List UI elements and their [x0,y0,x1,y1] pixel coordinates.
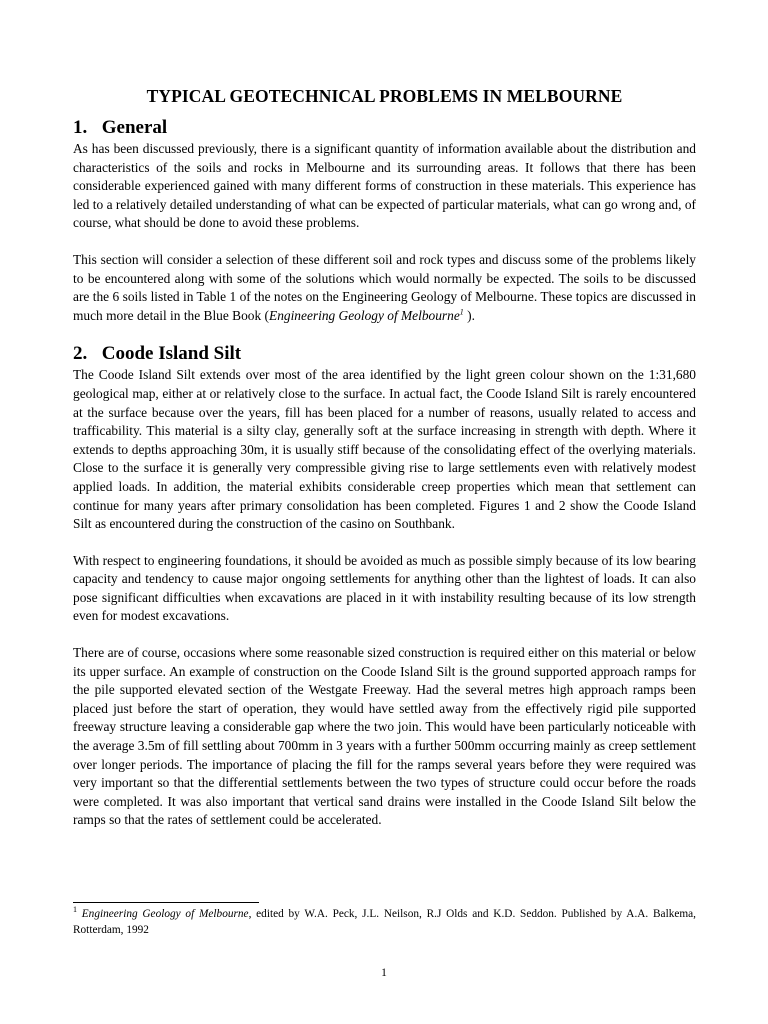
document-title: TYPICAL GEOTECHNICAL PROBLEMS IN MELBOURNE [146,86,623,106]
page-body [73,86,696,848]
paragraph: There are of course, occasions where some reasonable sized construction is required either on this material or below its upper surface. An example of construction on the Coode Island Silt is the ground supported approach ramps for the pile supported elevated section of the Westgate Freeway. Had the several metres high approach ramps been placed just before the start of operation, they would have settled away from the effectively rigid pile supported freeway structure leaving a considerable gap where the two join. This would have been particularly noticeable with the average 3.5m of fill settling about 700mm in 3 years with a further 500mm occurring mainly as creep settlement over longer periods. The importance of placing the fill for the ramps several years before they were required was very important so that the differential settlements between the two types of structure could occur before the roads were completed. It was also important that vertical sand drains were installed in the Coode Island Silt below the ramps so that the rates of settlement could be accelerated. [73,645,696,828]
footnote-text: , edited by W.A. Peck, J.L. Neilson, R.J Olds and K.D. Seddon. Published by A.A. Balkema, Rotterdam, 1992 [73,908,697,936]
ref-open: ( [264,307,270,323]
section-title: Coode Island Silt [101,343,242,365]
section-general [73,117,696,325]
section-coode-island-silt [73,343,696,830]
footnote-marker: 1 [73,905,77,915]
section-heading-general [73,117,696,139]
section-number: 2. [73,343,88,365]
ref-close: ). [463,307,475,323]
footnote-book-title: Engineering Geology of Melbourne [81,908,249,920]
footnote-divider [73,902,259,903]
paragraph: With respect to engineering foundations, it should be avoided as much as possible simply because of its low bearing capacity and tendency to cause major ongoing settlements for anything other than the lightest of loads. It can also pose significant difficulties when excavations are placed in it with instability resulting because of its low strength even for modest excavations. [73,552,696,624]
footnote [73,906,696,938]
section-number: 1. [73,117,88,138]
section-title: General [101,117,168,138]
section-heading-coode-island-silt [73,343,696,365]
page-number: 1 [381,967,387,979]
paragraph [73,251,696,325]
paragraph-text: This section will consider a selection of these different soil and rock types and discuss some of the problems likely to be encountered along with some of the solutions which would normally be expected. The soils to be discussed are the 6 soils listed in Table 1 of the notes on the Engineering Geology of Melbourne. These topics are discussed in much more detail in the Blue Book [73,251,696,323]
footnote-reference[interactable]: 1 [459,307,464,317]
paragraph: The Coode Island Silt extends over most of the area identified by the light green colour shown on the 1:31,680 geological map, either at or relatively close to the surface. In actual fact, the Coode Island Silt is rarely encountered at the surface because over the years, fill has been placed for a number of reasons, usually related to access and trafficability. This material is a silty clay, generally soft at the surface increasing in strength with depth. Where it extends to depths approaching 30m, it is usually stiff because of the consolidating effect of the overlying materials. Close to the surface it is generally very compressible giving rise to large settlements even with relatively modest applied loads. In addition, the material exhibits considerable creep properties which mean that settlement can continue for many years after primary consolidation has been completed. Figures 1 and 2 show the Coode Island Silt as encountered during the construction of the casino on Southbank. [73,367,696,532]
book-title-reference: Engineering Geology of Melbourne [269,307,460,323]
paragraph: As has been discussed previously, there is a significant quantity of information available about the distribution and characteristics of the soils and rocks in Melbourne and its surrounding areas. It follows that there has been considerable experienced gained with many different forms of construction in these materials. This experience has led to a relatively detailed understanding of what can be expected of particular materials, what can go wrong and, of course, what should be done to avoid these problems. [73,141,696,231]
